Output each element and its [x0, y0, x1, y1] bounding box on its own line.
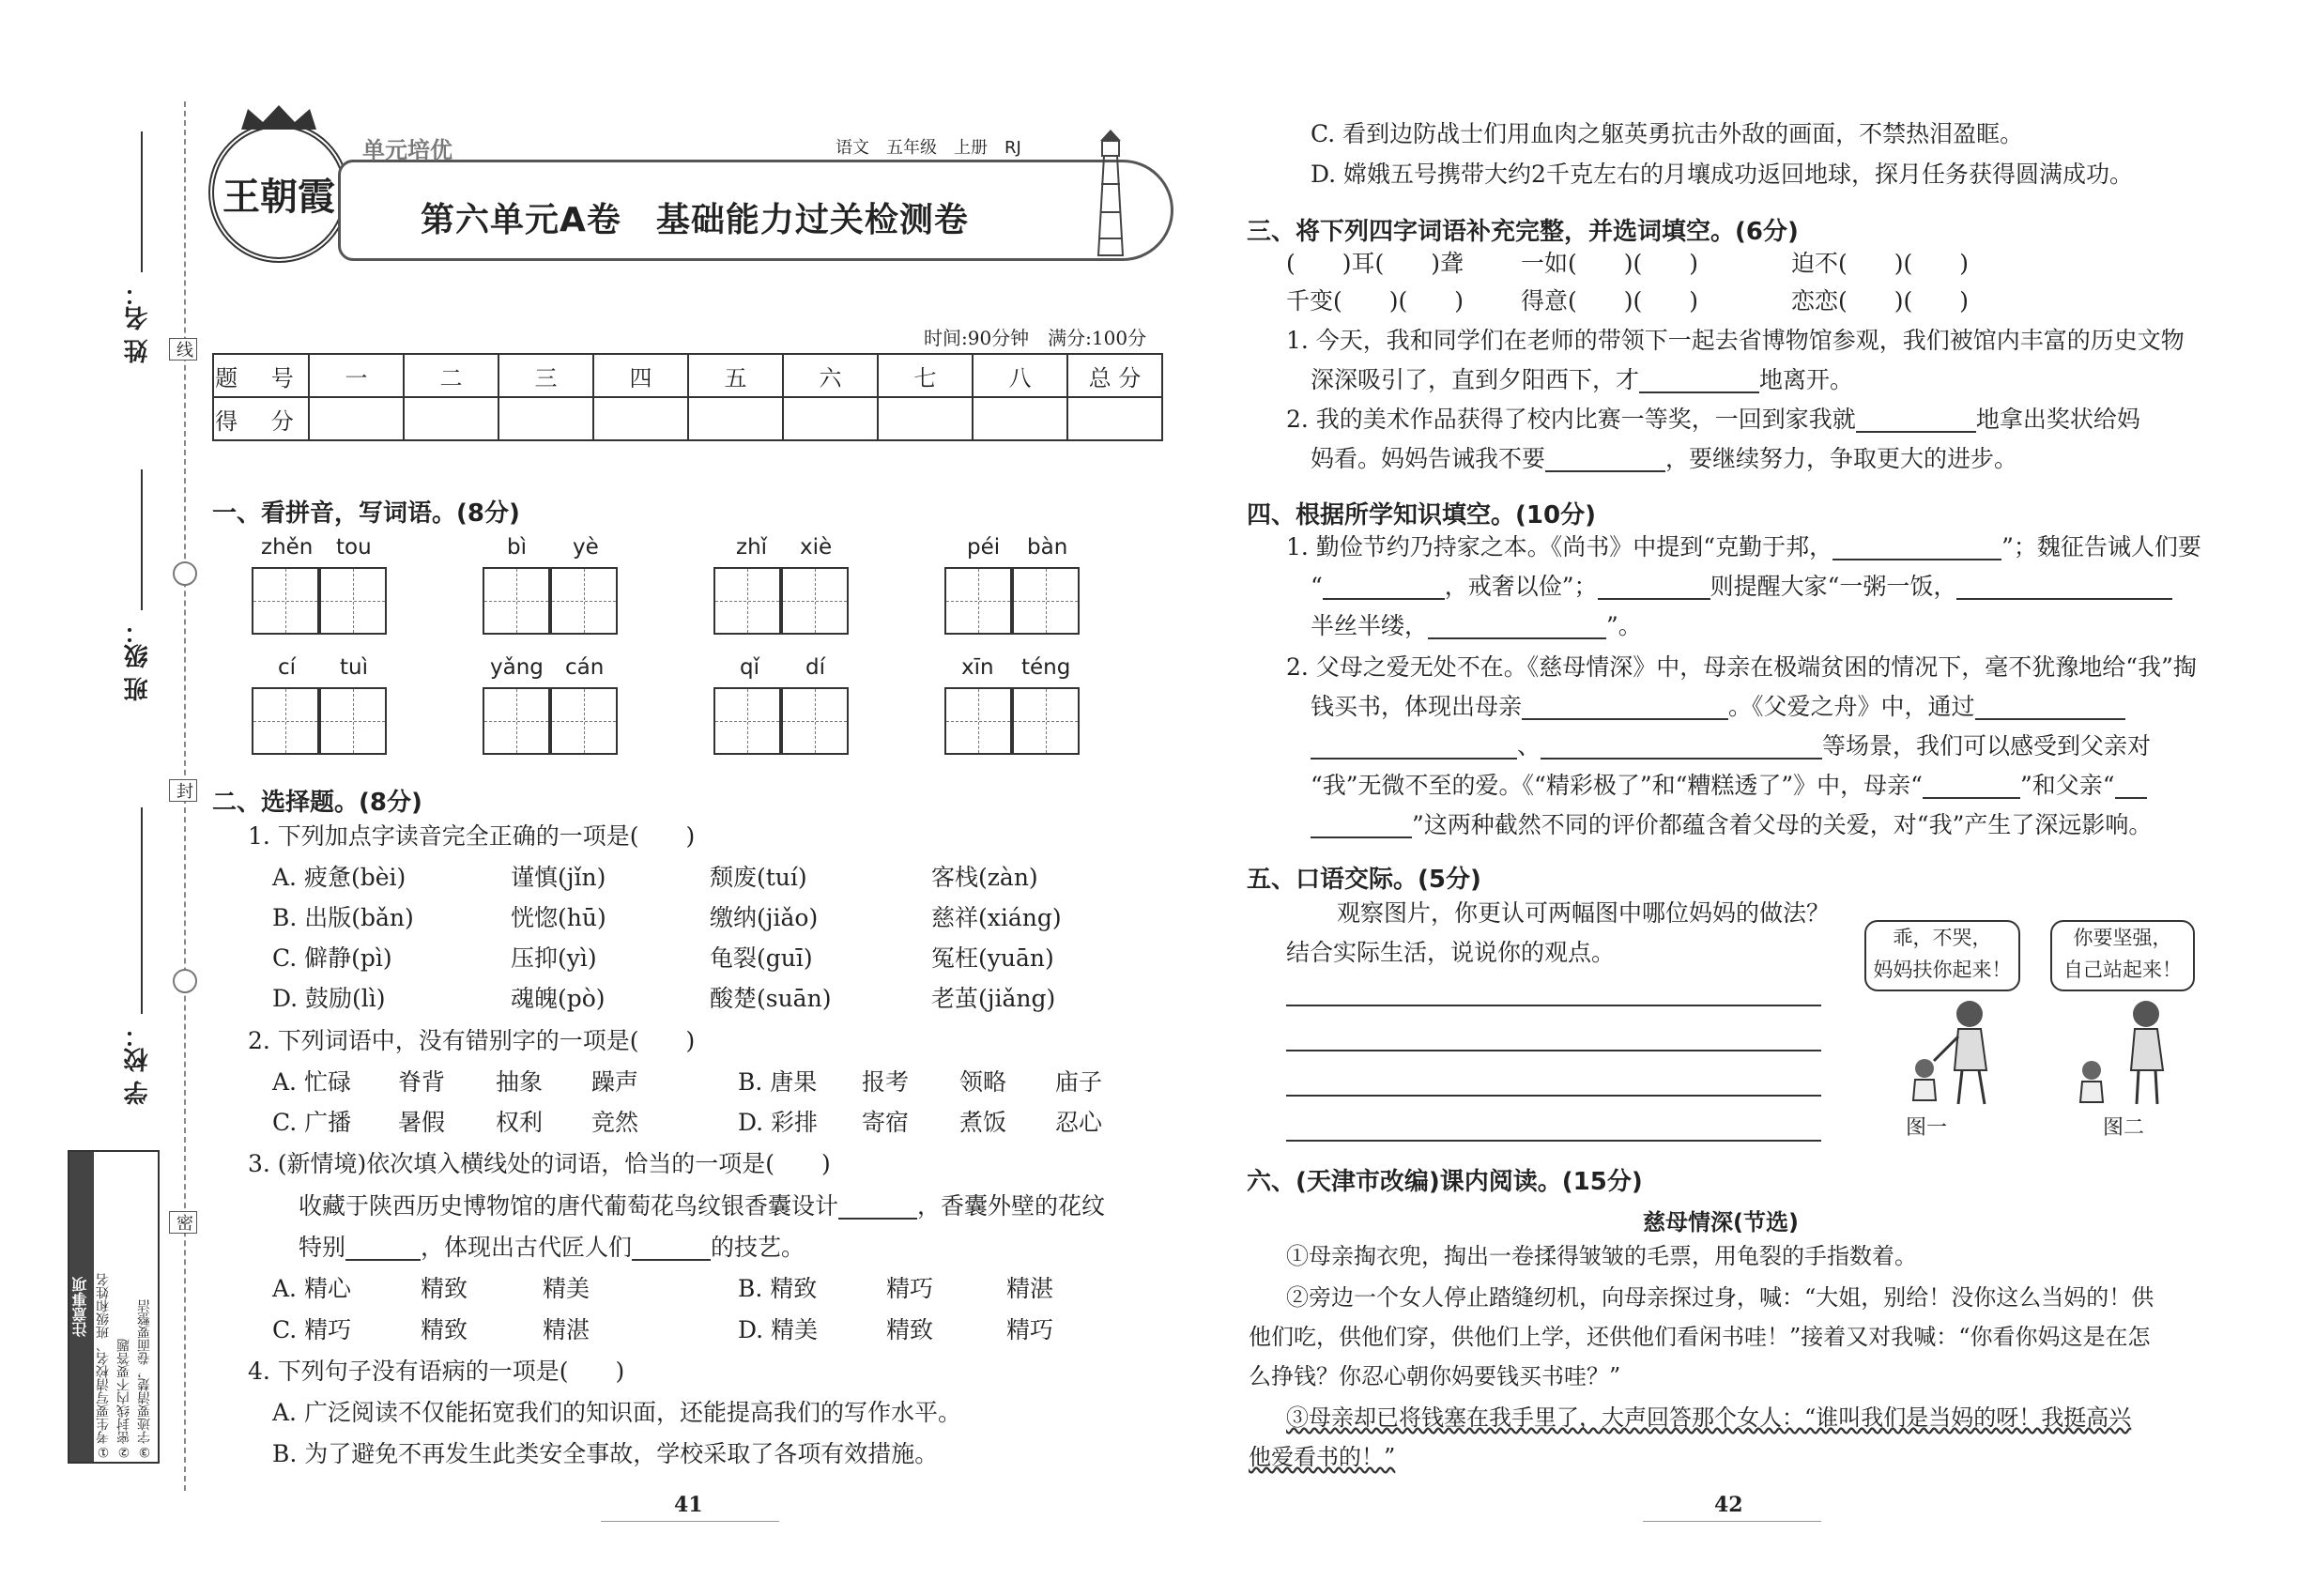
q2-s3-word: 精致 [421, 1316, 468, 1343]
q2-s1-word: 龟裂(guī) [710, 944, 813, 972]
score-col-1: 一 [309, 354, 404, 397]
q2-s1-word: 谨慎(jǐn) [511, 864, 606, 891]
time-info: 时间:90分钟 满分:100分 [924, 327, 1147, 349]
writing-box[interactable] [252, 687, 319, 755]
sentence-text: 深深吸引了，直到夕阳西下，才 [1311, 366, 1640, 393]
blank[interactable] [1975, 695, 2125, 720]
score-col-total: 总 分 [1067, 354, 1162, 397]
reading-p2-line2: 他们吃，供他们穿，供他们上学，还供他们看闲书哇！”接着又对我喊：“你看你妈这是在怎 [1249, 1324, 2151, 1350]
idiom-2[interactable]: 一如( )( ) [1521, 250, 1699, 277]
sentence-text: 、 [1517, 732, 1541, 760]
writing-box[interactable] [550, 687, 618, 755]
q2-s3-word: 精致 [421, 1275, 468, 1302]
speech-bubble-2 [2050, 920, 2195, 991]
q2-s1-word: 慈祥(xiáng) [931, 904, 1062, 931]
q4-heading: 四、根据所学知识填空。(10分) [1247, 501, 1596, 529]
q2-s4-opt-c[interactable]: C. 看到边防战士们用血肉之躯英勇抗击外敌的画面，不禁热泪盈眶。 [1311, 120, 2024, 147]
writing-box[interactable] [483, 567, 550, 635]
q2-s3-word: 精巧 [1006, 1316, 1054, 1343]
pinyin: yè [573, 535, 599, 560]
q1-heading: 一、看拼音，写词语。(8分) [212, 499, 520, 528]
writing-box[interactable] [550, 567, 618, 635]
blank[interactable] [1956, 575, 2172, 600]
q2-s2-word: 躁声 [591, 1068, 639, 1096]
answer-line[interactable] [1286, 1050, 1821, 1051]
q4-m2 [1311, 695, 2125, 720]
q2-s2-word: 暑假 [398, 1109, 446, 1136]
sentence-text: 钱买书，体现出母亲 [1311, 693, 1523, 720]
score-cell[interactable] [783, 397, 878, 440]
sentence-text: ”这两种截然不同的评价都蕴含着父母的关爱，对“我”产生了深远影响。 [1412, 811, 2153, 838]
logo-text: 王朝霞 [222, 175, 335, 219]
q2-heading: 二、选择题。(8分) [212, 789, 422, 817]
reading-p2-line3: 么挣钱？你忍心朝你妈要钱买书哇？” [1249, 1363, 1621, 1389]
q2-s3-opt[interactable]: A. 精心 [272, 1275, 351, 1302]
q2-s2-stem: 2. 下列词语中，没有错别字的一项是( ) [248, 1027, 696, 1054]
meta-label: 语文 五年级 上册 RJ [836, 138, 1021, 158]
q2-s1-opt[interactable]: B. 出版(bǎn) [272, 904, 414, 931]
school-field[interactable] [141, 807, 143, 1014]
sentence-text: ”和父亲“ [2019, 772, 2115, 799]
q2-s3-stem: 3. (新情境)依次填入横线处的词语，恰当的一项是( ) [248, 1150, 831, 1177]
q2-s1-opt[interactable]: D. 鼓励(lì) [272, 985, 386, 1012]
seal-char-2: 封 [169, 779, 197, 802]
answer-line[interactable] [1286, 1140, 1821, 1142]
score-col-4: 四 [593, 354, 688, 397]
q2-s3-word: 精湛 [543, 1316, 590, 1343]
mother-child-illustration-2 [2065, 995, 2178, 1108]
idiom-5[interactable]: 得意( )( ) [1521, 287, 1699, 315]
blank[interactable] [1598, 575, 1710, 600]
q5-prompt-2: 结合实际生活，说说你的观点。 [1286, 939, 1616, 966]
q2-s2-word: 报考 [862, 1068, 910, 1096]
pinyin: téng [1021, 655, 1071, 680]
q2-s1-stem: 1. 下列加点字读音完全正确的一项是( ) [248, 822, 696, 850]
q2-s3-word: 精巧 [886, 1275, 934, 1302]
q4-l1 [1286, 535, 2201, 560]
blank[interactable] [1856, 407, 1976, 433]
q2-s2-word: 庙子 [1055, 1068, 1103, 1096]
page-number-left: 41 [674, 1493, 703, 1517]
answer-line[interactable] [1286, 1005, 1821, 1006]
pinyin: tou [336, 535, 372, 560]
pinyin: bì [507, 535, 527, 560]
notice-line-2: ②密封线内不要答题 [116, 1339, 131, 1459]
blank[interactable] [1923, 774, 2020, 799]
q3-s1-line2 [1311, 368, 1853, 393]
reading-p3-line1: ③母亲却已将钱塞在我手里了，大声回答那个女人：“谁叫我们是当妈的呀！我挺高兴 [1286, 1404, 2132, 1431]
class-label: 班 级： [124, 620, 152, 702]
q2-s1-opt[interactable]: A. 疲惫(bèi) [272, 864, 406, 891]
q5-prompt-1: 观察图片，你更认可两幅图中哪位妈妈的做法？ [1337, 899, 1831, 927]
blank[interactable] [1639, 368, 1759, 393]
page-title: 第六单元A卷 基础能力过关检测卷 [421, 201, 969, 239]
q3-s1-line1: 1. 今天，我和同学们在老师的带领下一起去省博物馆参观，我们被馆内丰富的历史文物 [1286, 327, 2185, 354]
score-cell[interactable] [309, 397, 404, 440]
score-row-label: 得 分 [213, 397, 309, 440]
sentence-text: ，戒奢以俭”； [1444, 573, 1598, 600]
q2-s1-word: 颓废(tuí) [710, 864, 807, 891]
pinyin: xīn [961, 655, 994, 680]
q2-s3-opt[interactable]: D. 精美 [738, 1316, 819, 1343]
q2-s2-opt[interactable]: D. 彩排 [738, 1109, 819, 1136]
pinyin: zhǐ [736, 535, 768, 560]
blank[interactable] [1323, 575, 1445, 600]
sentence-text: ”。 [1606, 612, 1642, 639]
q2-s4-opt-a[interactable]: A. 广泛阅读不仅能拓宽我们的知识面，还能提高我们的写作水平。 [272, 1399, 961, 1426]
footer-ornament [1643, 1521, 1821, 1522]
sentence-text: 2. 我的美术作品获得了校内比赛一等奖，一回到家我就 [1286, 406, 1856, 433]
binding-hole-1 [173, 561, 197, 586]
q3-s2-line1 [1286, 407, 2140, 433]
logo-badge [208, 122, 349, 263]
sentence-text: 。《父爱之舟》中，通过 [1728, 693, 1975, 720]
q2-s1-word: 恍惚(hū) [511, 904, 606, 931]
blank[interactable] [1311, 734, 1517, 760]
notice-box [68, 1150, 160, 1464]
q2-s4-stem: 4. 下列句子没有语病的一项是( ) [248, 1358, 625, 1385]
writing-box[interactable] [252, 567, 319, 635]
q3-heading: 三、将下列四字词语补充完整，并选词填空。(6分) [1247, 218, 1799, 246]
school-label: 学 校： [124, 1023, 152, 1106]
q2-s2-word: 忍心 [1055, 1109, 1103, 1136]
bubble-text: 自己站起来！ [2063, 959, 2182, 981]
score-cell[interactable] [593, 397, 688, 440]
passage-text: ，体现出古代匠人们 [421, 1234, 633, 1261]
sentence-text: “我”无微不至的爱。《“精彩极了”和“糟糕透了”》中，母亲“ [1311, 772, 1923, 799]
idiom-4[interactable]: 千变( )( ) [1286, 287, 1464, 315]
writing-box[interactable] [483, 687, 550, 755]
q2-s3-word: 精美 [543, 1275, 590, 1302]
notice-line-3: ③字迹要清楚，卷面要整洁 [137, 1299, 152, 1459]
seal-char-3: 密 [169, 1211, 197, 1234]
q4-m4 [1311, 774, 2147, 799]
q2-s1-word: 酸楚(suān) [710, 985, 832, 1012]
sentence-text: 则提醒大家“一粥一饭， [1710, 573, 1957, 600]
sentence-text: 等场景，我们可以感受到父亲对 [1822, 732, 2152, 760]
reading-p3-line2: 他爱看书的！” [1249, 1444, 1396, 1470]
mother-child-illustration-1 [1896, 995, 2009, 1108]
q2-s2-word: 领略 [959, 1068, 1007, 1096]
class-field[interactable] [141, 469, 143, 610]
footer-ornament [601, 1521, 779, 1522]
sentence-text: 1. 勤俭节约乃持家之本。《尚书》中提到“克勤于邦， [1286, 533, 1833, 560]
writing-box[interactable] [944, 567, 1012, 635]
idiom-1[interactable]: ( )耳( )聋 [1286, 250, 1464, 277]
score-col-3: 三 [498, 354, 593, 397]
q2-s1-word: 客栈(zàn) [931, 864, 1038, 891]
q2-s3-passage [299, 1194, 1105, 1220]
q2-s1-word: 老茧(jiǎng) [931, 985, 1056, 1012]
blank[interactable] [1545, 447, 1665, 472]
q2-s3-word: 精湛 [1006, 1275, 1054, 1302]
q4-m3 [1311, 734, 2151, 760]
pinyin: cí [278, 655, 297, 680]
passage-text: 特别 [299, 1234, 346, 1261]
writing-box[interactable] [319, 687, 387, 755]
writing-box[interactable] [781, 567, 849, 635]
q4-m5 [1311, 813, 2152, 838]
score-col-8: 八 [973, 354, 1067, 397]
bubble-text: 你要坚强， [2073, 927, 2172, 949]
q2-s2-word: 竞然 [591, 1109, 639, 1136]
q2-s2-word: 寄宿 [862, 1109, 910, 1136]
q4-m1: 2. 父母之爱无处不在。《慈母情深》中，母亲在极端贫困的情况下，毫不犹豫地给“我”掏 [1286, 653, 2197, 681]
q2-s1-opt[interactable]: C. 僻静(pì) [272, 944, 392, 972]
blank[interactable] [632, 1235, 711, 1261]
blank[interactable] [1832, 535, 2001, 560]
writing-box[interactable] [713, 687, 781, 755]
score-cell[interactable] [1067, 397, 1162, 440]
q2-s2-word: 抽象 [496, 1068, 544, 1096]
lighthouse-icon [1089, 128, 1132, 259]
notice-line-1: ①考生要写清校名、班级和姓名 [96, 1273, 111, 1459]
sentence-text: 半丝半缕， [1311, 612, 1429, 639]
q2-s1-word: 压抑(yì) [511, 944, 597, 972]
sentence-text: ”；魏征告诫人们要 [2001, 533, 2201, 560]
bubble-text: 妈妈扶你起来！ [1873, 959, 2012, 981]
blank[interactable] [838, 1194, 917, 1220]
q2-s2-opt[interactable]: B. 唐果 [738, 1068, 818, 1096]
writing-box[interactable] [781, 687, 849, 755]
speech-bubble-1 [1864, 920, 2020, 991]
passage-text: ，香囊外壁的花纹 [917, 1192, 1106, 1220]
blank[interactable] [1428, 614, 1606, 639]
pinyin: bàn [1027, 535, 1068, 560]
series-label: 单元培优 [362, 137, 452, 163]
score-col-5: 五 [688, 354, 783, 397]
score-cell[interactable] [973, 397, 1067, 440]
score-cell[interactable] [688, 397, 783, 440]
q2-s4-opt-d[interactable]: D. 嫦娥五号携带大约2千克左右的月壤成功返回地球，探月任务获得圆满成功。 [1311, 161, 2133, 188]
sentence-text: “ [1311, 573, 1323, 600]
reading-title: 慈母情深(节选) [1643, 1209, 1799, 1235]
pinyin: xiè [800, 535, 833, 560]
pinyin: péi [967, 535, 1001, 560]
pinyin: dí [805, 655, 825, 680]
crown-icon [237, 103, 321, 131]
q5-heading: 五、口语交际。(5分) [1247, 866, 1481, 894]
bubble-text: 乖，不哭， [1893, 927, 1992, 949]
q3-s2-line2 [1311, 447, 2017, 472]
pinyin: qǐ [740, 655, 759, 680]
q2-s1-word: 缴纳(jiǎo) [710, 904, 819, 931]
blank[interactable] [1311, 813, 1412, 838]
binding-hole-2 [173, 969, 197, 993]
q2-s2-opt[interactable]: A. 忙碌 [272, 1068, 351, 1096]
pinyin: zhěn [261, 535, 314, 560]
score-cell[interactable] [878, 397, 973, 440]
page-number-right: 42 [1714, 1493, 1743, 1517]
blank[interactable] [1522, 695, 1728, 720]
q2-s1-word: 魂魄(pò) [511, 985, 606, 1012]
sentence-text: ，要继续努力，争取更大的进步。 [1665, 445, 2018, 472]
score-cell[interactable] [404, 397, 498, 440]
q4-l3 [1311, 614, 1642, 639]
answer-line[interactable] [1286, 1095, 1821, 1097]
q2-s4-opt-b[interactable]: B. 为了避免不再发生此类安全事故，学校采取了各项有效措施。 [272, 1440, 939, 1467]
sentence-text: 地离开。 [1759, 366, 1854, 393]
score-cell[interactable] [498, 397, 593, 440]
q2-s3-opt[interactable]: C. 精巧 [272, 1316, 352, 1343]
pinyin: tuì [340, 655, 368, 680]
score-header-label: 题 号 [213, 354, 309, 397]
passage-text: 的技艺。 [711, 1234, 805, 1261]
idiom-3[interactable]: 迫不( )( ) [1791, 250, 1970, 277]
q2-s3-passage-2 [299, 1235, 805, 1261]
writing-box[interactable] [713, 567, 781, 635]
figure-caption-2: 图二 [2103, 1116, 2145, 1140]
figure-caption-1: 图一 [1906, 1116, 1948, 1140]
q2-s2-word: 煮饭 [959, 1109, 1007, 1136]
notice-title: 注意事项 [69, 1152, 94, 1462]
q2-s2-opt[interactable]: C. 广播 [272, 1109, 352, 1136]
q4-l2 [1311, 575, 2172, 600]
q2-s2-word: 脊背 [398, 1068, 446, 1096]
score-col-6: 六 [783, 354, 878, 397]
writing-box[interactable] [319, 567, 387, 635]
blank[interactable] [2115, 774, 2147, 799]
sentence-text: 地拿出奖状给妈 [1975, 406, 2140, 433]
q2-s3-word: 精致 [886, 1316, 934, 1343]
sentence-text: 妈看。妈妈告诫我不要 [1311, 445, 1546, 472]
seal-char-1: 线 [169, 338, 197, 361]
name-field[interactable] [141, 131, 143, 272]
q2-s3-opt[interactable]: B. 精致 [738, 1275, 818, 1302]
name-label: 姓 名： [124, 282, 152, 364]
q2-s1-word: 冤枉(yuān) [931, 944, 1054, 972]
pinyin: cán [565, 655, 605, 680]
writing-box[interactable] [1012, 687, 1080, 755]
passage-text: 收藏于陕西历史博物馆的唐代葡萄花鸟纹银香囊设计 [299, 1192, 839, 1220]
pinyin: yǎng [490, 655, 544, 680]
q2-s2-word: 权利 [496, 1109, 544, 1136]
blank[interactable] [1541, 734, 1822, 760]
writing-box[interactable] [1012, 567, 1080, 635]
reading-p2-line1: ②旁边一个女人停止踏缝纫机，向母亲探过身，喊：“大姐，别给！没你这么当妈的！供 [1286, 1284, 2154, 1311]
blank[interactable] [345, 1235, 421, 1261]
idiom-6[interactable]: 恋恋( )( ) [1791, 287, 1970, 315]
score-col-2: 二 [404, 354, 498, 397]
reading-p1: ①母亲掏衣兜，掏出一卷揉得皱皱的毛票，用龟裂的手指数着。 [1286, 1243, 1917, 1269]
q6-heading: 六、(天津市改编)课内阅读。(15分) [1247, 1168, 1643, 1196]
score-table [212, 353, 1163, 441]
writing-box[interactable] [944, 687, 1012, 755]
score-col-7: 七 [878, 354, 973, 397]
